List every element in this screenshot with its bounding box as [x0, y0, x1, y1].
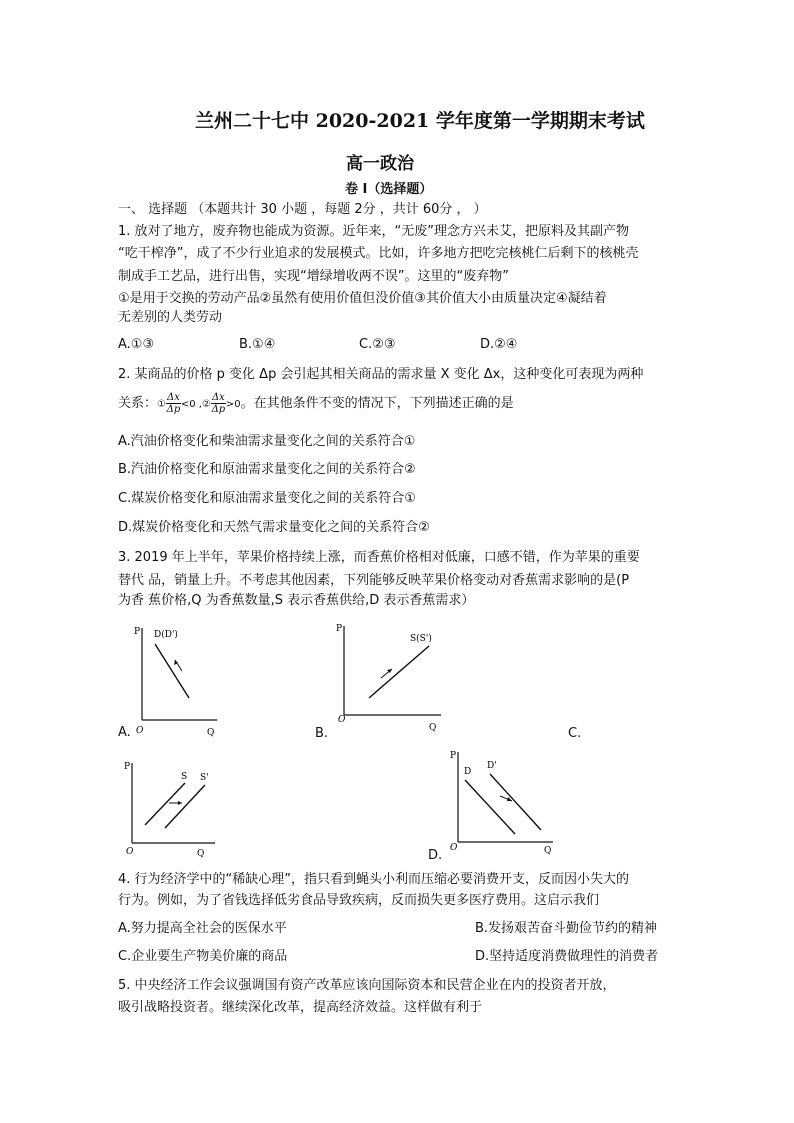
graph-d: [445, 744, 560, 859]
exam-title: 兰州二十七中 2020-2021 学年度第一学期期末考试: [195, 110, 645, 132]
q2-fraction-1: [166, 392, 181, 415]
graph-d-demand-curve-d: [465, 780, 515, 834]
graph-c-origin: O: [126, 847, 134, 857]
q4-line-1: 4. 行为经济学中的“稀缺心理”，指只看到蝇头小利而压缩必要消费开支，反而因小失大的: [118, 872, 630, 887]
q2-circle-1: ①: [157, 399, 166, 410]
graph-d-curve-d-prime-label: D': [487, 761, 497, 771]
section-heading: 一、 选择题 （本题共计 30 小题 ，每题 2分 ，共计 60分 ， ）: [118, 202, 487, 217]
volume-title: 卷 I（选择题）: [345, 182, 433, 197]
q3-label-b: B.: [315, 726, 329, 741]
graph-a-curve-label: D(D'): [154, 630, 178, 640]
graph-c: [115, 755, 225, 860]
graph-a-demand-curve: [155, 644, 189, 698]
q4-option-b: B.发扬艰苦奋斗勤俭节约的精神: [475, 921, 658, 936]
q2-frac2-numerator: Δx: [211, 392, 225, 403]
graph-b-origin: O: [338, 715, 346, 725]
q2-frac2-denominator: Δp: [211, 404, 226, 415]
q3-line-3: 为香 蕉价格,Q 为香蕉数量,S 表示香蕉供给,D 表示香蕉需求）: [118, 593, 475, 608]
graph-a: [125, 618, 225, 738]
q2-frac1-numerator: Δx: [166, 392, 180, 403]
subject-title: 高一政治: [346, 154, 414, 174]
q5-line-1: 5. 中央经济工作会议强调国有资产改革应该向国际资本和民营企业在内的投资者开放，: [118, 978, 616, 993]
q2-relation-prefix: 关系：: [118, 396, 158, 411]
graph-a-origin: O: [136, 726, 144, 736]
q1-option-d: D.②④: [480, 337, 518, 352]
graph-c-q-label: Q: [197, 849, 205, 859]
q1-line-4: ①是用于交换的劳动产品②虽然有使用价值但没价值③其价值大小由质量决定④凝结着: [118, 291, 607, 306]
graph-d-demand-curve-d-prime: [490, 774, 541, 830]
q1-option-c: C.②③: [359, 337, 396, 352]
q5-line-2: 吸引战略投资者。继续深化改革，提高经济效益。这样做有利于: [118, 1000, 483, 1015]
q2-line-1: 2. 某商品的价格 p 变化 Δp 会引起其相关商品的需求量 X 变化 Δx，这种变化可表现为两种: [118, 367, 644, 382]
q2-less-than-zero: <0 ,: [180, 399, 202, 410]
graph-a-p-label: P: [134, 627, 141, 637]
graph-d-origin: O: [450, 843, 458, 853]
graph-c-curve-s-prime-label: S': [200, 773, 209, 783]
graph-a-q-label: Q: [207, 728, 215, 738]
graph-b-p-label: P: [336, 624, 343, 634]
graph-c-p-label: P: [124, 762, 131, 772]
q2-option-d: D.煤炭价格变化和天然气需求量变化之间的关系符合②: [118, 520, 430, 535]
graph-b: [329, 618, 449, 738]
q2-fraction-2: [211, 392, 226, 415]
graph-d-q-label: Q: [544, 846, 552, 856]
q3-label-c: C.: [568, 726, 582, 741]
q2-option-b: B.汽油价格变化和原油需求量变化之间的关系符合②: [118, 462, 416, 477]
q3-line-2: 替代 品，销量上升。不考虑其他因素，下列能够反映苹果价格变动对香蕉需求影响的是(P: [118, 573, 630, 588]
q3-line-1: 3. 2019 年上半年，苹果价格持续上涨，而香蕉价格相对低廉，口感不错，作为苹果的重要: [118, 550, 640, 565]
q4-line-2: 行为。例如，为了省钱选择低劣食品导致疾病，反而损失更多医疗费用。这启示我们: [118, 893, 600, 908]
q2-frac1-denominator: Δp: [166, 404, 181, 415]
q1-option-a: A.①③: [118, 337, 155, 352]
q3-label-d: D.: [428, 848, 443, 863]
q1-line-3: 制成手工艺品，进行出售，实现“增绿增收两不误”。这里的“废弃物”: [118, 269, 509, 284]
q1-line-1: 1. 放对了地方，废弃物也能成为资源。近年来，“无废”理念方兴未艾，把原料及其副产物: [118, 224, 630, 239]
graph-d-curve-d-label: D: [464, 767, 472, 777]
q2-greater-than-zero: >0: [225, 399, 241, 410]
graph-b-q-label: Q: [429, 723, 437, 733]
graph-c-curve-s-label: S: [181, 772, 188, 782]
q2-option-a: A.汽油价格变化和柴油需求量变化之间的关系符合①: [118, 434, 416, 449]
graph-b-curve-label: S(S'): [410, 634, 432, 644]
graph-d-p-label: P: [450, 751, 457, 761]
q3-label-a: A.: [118, 725, 131, 740]
q2-relation-suffix: 。在其他条件不变的情况下，下列描述正确的是: [240, 396, 514, 411]
q2-option-c: C.煤炭价格变化和原油需求量变化之间的关系符合①: [118, 491, 416, 506]
graph-c-supply-curve-s-prime: [165, 785, 205, 828]
q4-option-c: C.企业要生产物美价廉的商品: [118, 949, 288, 964]
q2-relations: [118, 392, 514, 416]
q2-circle-2: ②: [201, 399, 211, 410]
q4-option-d: D.坚持适度消费做理性的消费者: [475, 949, 659, 964]
graph-b-supply-curve: [369, 646, 429, 698]
graph-c-arrowhead: [178, 801, 182, 805]
q1-option-b: B.①④: [239, 337, 276, 352]
q1-line-5: 无差别的人类劳动: [118, 310, 223, 325]
q4-option-a: A.努力提高全社会的医保水平: [118, 921, 287, 936]
q1-line-2: “吃干榨净”，成了不少行业追求的发展模式。比如，许多地方把吃完核桃仁后剩下的核桃壳: [118, 246, 639, 261]
